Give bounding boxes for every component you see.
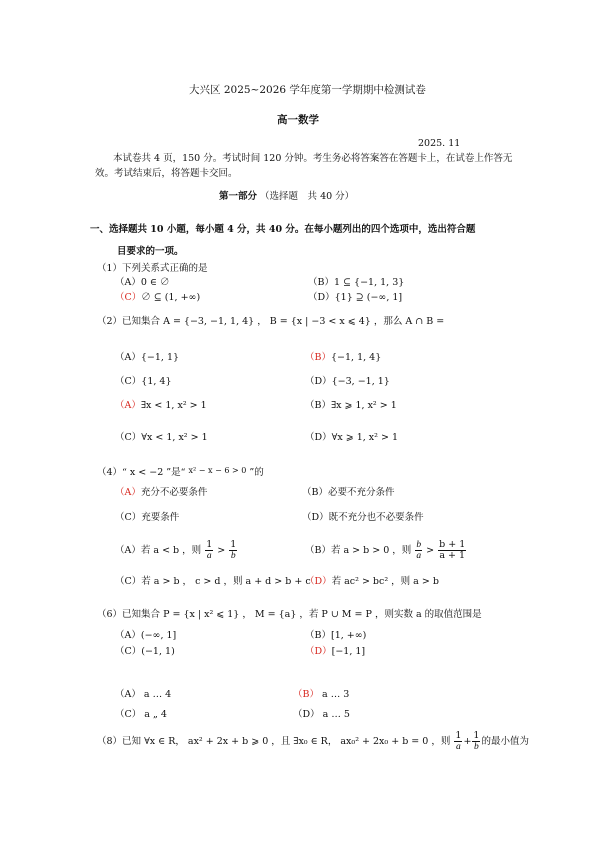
q5-b-frac2-den: a + 1 [439,550,466,561]
q8-stem-post: 的最小值为 [481,736,529,747]
q6-option-b: （B）[1, +∞) [305,630,367,641]
subject-title: 高一数学 [277,114,319,126]
q1-option-a: （A）0 ∈ ∅ [115,277,170,288]
q4-option-a-text: 充分不必要条件 [140,487,208,498]
q8-stem [97,730,529,754]
q2-option-b-text: {−1, 1, 4} [330,352,382,363]
q2-option-d: （D）{−3, −1, 1} [305,376,390,387]
q4-option-a-label: （A） [115,487,141,498]
q7-option-a: （A） a … 4 [115,689,172,700]
q7-option-b-label: （B） [293,689,319,700]
q3-option-d: （D）∀x ⩾ 1, x² > 1 [305,432,399,443]
q5-option-a-frac2 [229,540,237,561]
q4-stem-pre: （4）“ x < −2 ”是“ [97,467,189,478]
q4-stem-expr: x² − x − 6 > 0 [188,466,247,475]
q1-option-c-text: ∅ ⊆ (1, +∞) [141,292,201,303]
q7-option-d: （D） a … 5 [293,709,350,720]
q6-stem: （6）已知集合 P = {x | x² ⩽ 1} ， M = {a} ，若 P ∪ M = P ，则实数 a 的取值范围是 [97,609,482,620]
q5-option-b [305,539,467,563]
q4-option-a [115,487,207,499]
q1-stem: （1）下列关系式正确的是 [97,263,208,274]
q5-b-frac1-num: b [416,540,422,550]
q5-option-a-frac1 [205,540,213,561]
part-heading [219,191,354,203]
q4-option-d: （D）既不充分也不必要条件 [302,512,424,523]
q2-stem: （2）已知集合 A = {−3, −1, 1, 4} ， B = {x | −3 < x ⩽ 4} ，那么 A ∩ B = [97,316,445,327]
q8-frac1-den: a [456,742,461,752]
q8-frac1 [454,731,462,752]
q5-b-frac1-den: a [416,551,422,561]
q5-b-frac2-num: b + 1 [439,539,466,550]
exam-title: 大兴区 2025~2026 学年度第一学期期中检测试卷 [189,84,426,96]
q4-option-b: （B）必要不充分条件 [302,487,395,498]
q6-option-a: （A）(−∞, 1] [115,630,177,641]
q3-option-a-label: （A） [115,400,141,411]
q5-a-frac2-num: 1 [230,539,237,550]
q4-stem-post: ”的 [246,467,264,478]
q8-stem-text: （8）已知 ∀x ∈ R， ax² + 2x + b ⩾ 0 ，且 ∃x₀ ∈ R， ax₀² + 2x₀ + b = 0 ，则 [97,736,451,747]
q5-option-d [305,576,439,588]
q5-a-gt: > [217,545,226,556]
section-heading-line2: 目要求的一项。 [117,246,184,257]
section-heading-line1: 一、选择题共 10 小题，每小题 4 分，共 40 分。在每小题列出的四个选项中，选出符合题 [90,224,476,235]
q2-option-a: （A）{−1, 1} [115,352,180,363]
q3-option-b: （B）∃x ⩾ 1, x² > 1 [305,400,397,411]
q3-option-c: （C）∀x < 1, x² > 1 [115,432,208,443]
q1-option-b: （B）1 ⊆ {−1, 1, 3} [308,277,405,288]
q5-option-b-frac1 [415,540,422,561]
q4-option-c: （C）充要条件 [115,512,180,523]
q8-plus: + [463,736,472,747]
q4-stem [97,465,264,479]
q5-option-b-frac2 [438,540,466,561]
q1-option-c [115,292,200,304]
instructions: 本试卷共 4 页，150 分。考试时间 120 分钟。考生务必将答案答在答题卡上，在试卷上作答无效。考试结束后，将答题卡交回。 [95,153,513,179]
q8-frac2-den: b [474,742,479,752]
q5-b-gt: > [426,545,435,556]
q5-a-frac1-den: a [206,551,212,561]
q6-option-c: （C）(−1, 1) [115,646,175,657]
q7-option-b [293,689,349,701]
q5-option-a-pre: （A）若 a < b ，则 [115,545,202,556]
q6-option-d-text: [−1, 1] [331,646,366,657]
q8-frac2 [472,731,480,752]
q5-option-b-pre: （B）若 a > b > 0 ，则 [305,545,412,556]
q3-option-a [115,400,207,412]
q6-option-d-label: （D） [305,646,332,657]
q5-a-frac1-num: 1 [206,539,213,550]
q8-frac1-num: 1 [455,730,462,741]
q3-option-a-text: ∃x < 1, x² > 1 [140,400,207,411]
q2-option-b [305,352,381,364]
q5-option-d-label: （D） [305,576,332,587]
part-sub: （选择题 共 40 分） [260,191,355,202]
q8-frac2-num: 1 [473,730,480,741]
q1-option-d: （D）{1} ⊇ (−∞, 1] [308,292,403,303]
q5-a-frac2-den: b [230,551,236,561]
q7-option-c: （C） a „ 4 [115,709,167,720]
q2-option-b-label: （B） [305,352,331,363]
q6-option-d [305,646,365,658]
exam-date: 2025. 11 [418,138,461,149]
q1-option-c-label: （C） [115,292,142,303]
q2-option-c: （C）{1, 4} [115,376,172,387]
q5-option-a [115,539,238,563]
q7-option-b-text: a … 3 [318,689,350,700]
part-label: 第一部分 [219,191,258,202]
q5-option-c: （C）若 a > b ， c > d ，则 a + d > b + c [115,576,311,587]
q5-option-d-text: 若 ac² > bc² ，则 a > b [331,576,439,587]
